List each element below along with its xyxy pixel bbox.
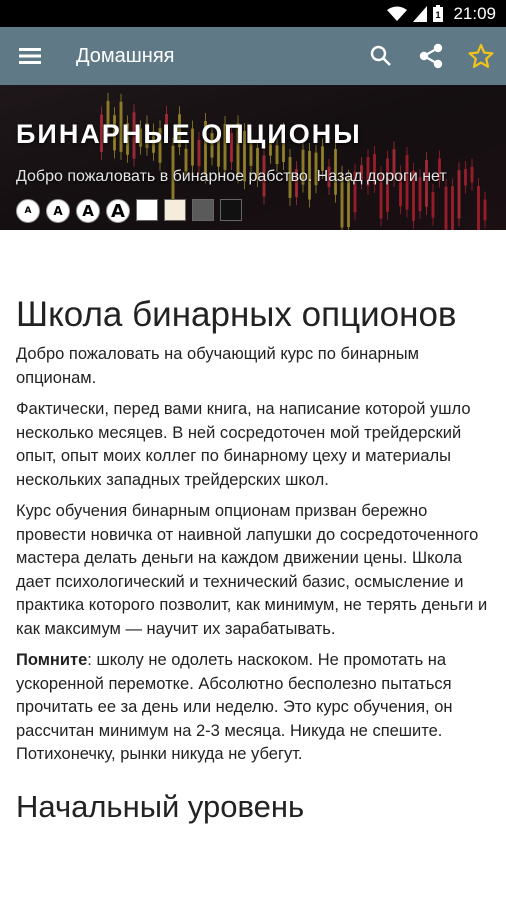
- hero-subtitle: Добро пожаловать в бинарное рабство. Назад дороги нет: [16, 168, 447, 185]
- article-paragraph: Добро пожаловать на обучающий курс по бинарным опционам.: [16, 345, 419, 387]
- svg-text:1: 1: [435, 10, 441, 20]
- remember-text: : школу не одолеть наскоком. Не промотать на ускоренной перемотке. Абсолютно бесполезно пытаться прочитать ее за день или неделю. Это курс обучения, он рассчитан минимум на 2-3 месяца. Никуда не спешите. Потихонечку, рынки никуда не убегут.: [16, 651, 453, 763]
- article-content: [16, 230, 490, 827]
- wifi-icon: [387, 6, 407, 22]
- hero-banner: [0, 85, 506, 230]
- section-heading: Начальный уровень: [16, 788, 305, 824]
- hamburger-menu-icon[interactable]: [0, 27, 60, 85]
- article-paragraph-remember: [16, 649, 490, 767]
- article-heading: Школа бинарных опционов: [16, 295, 457, 334]
- search-icon[interactable]: [356, 27, 406, 85]
- theme-gray-swatch[interactable]: [192, 199, 214, 221]
- app-bar-title: Домашняя: [76, 44, 175, 67]
- star-icon[interactable]: [456, 27, 506, 85]
- theme-black-swatch[interactable]: [220, 199, 242, 221]
- app-bar: [0, 27, 506, 85]
- hero-title: БИНАРНЫЕ ОПЦИОНЫ: [16, 119, 362, 149]
- font-size-xlarge-button[interactable]: A: [106, 199, 130, 223]
- reader-settings-swatches: [16, 199, 242, 223]
- font-size-small-button[interactable]: A: [16, 199, 40, 223]
- theme-sepia-swatch[interactable]: [164, 199, 186, 221]
- battery-icon: [433, 5, 443, 22]
- signal-icon: [413, 6, 427, 22]
- font-size-medium-button[interactable]: A: [46, 199, 70, 223]
- article-paragraph: Курс обучения бинарным опционам призван бережно провести новичка от наивной лапушки до сосредоточенного мастера делать деньги на каждом движении цены. Школа дает психологический и технический базис, осмысление и практика которого позволит, как минимум, не терять деньги и как максимум — научит их зарабатывать.: [16, 502, 488, 638]
- remember-label: Помните: [16, 651, 88, 669]
- share-icon[interactable]: [406, 27, 456, 85]
- status-bar: [0, 0, 506, 27]
- article-paragraph: Фактически, перед вами книга, на написание которой ушло несколько месяцев. В ней сосредоточен мой трейдерский опыт, опыт моих коллег по бинарному цеху и материалы нескольких западных трейдерских школ.: [16, 400, 471, 489]
- status-time: 21:09: [453, 3, 496, 23]
- theme-white-swatch[interactable]: [136, 199, 158, 221]
- font-size-large-button[interactable]: A: [76, 199, 100, 223]
